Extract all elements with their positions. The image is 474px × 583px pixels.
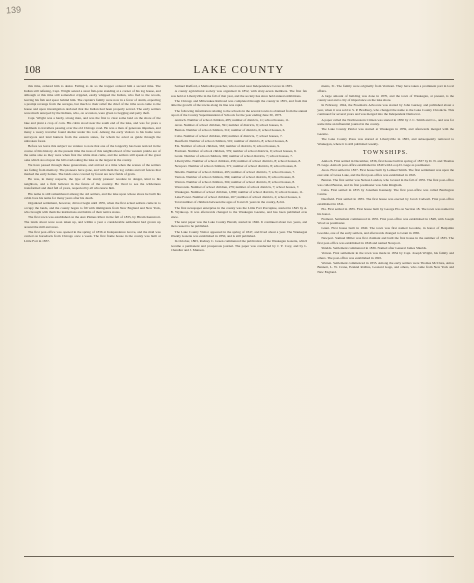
column-2: [171, 84, 308, 554]
paragraph: Shields. Number of school children, 495; number of school districts, 7; school houses, 7.: [174, 169, 296, 174]
paragraph: Cuba. First settled in 1835 by Jonathan Kennedy. The first post-office was called Barrington Centre.: [317, 187, 455, 197]
paragraph: Waukegan. Number of school children, 1,890; number of school districts, 9; school houses, 11.: [174, 190, 304, 195]
paragraph: A county agricultural society was organized in 1852, with sixty-seven members. The first fair was held at Libertyville in the fall of that year, and the society has since held annual exhibitions.: [170, 89, 308, 98]
paragraph: The Lake County Patriot was started at Waukegan in 1859, and afterwards merged with the Gazette.: [317, 127, 455, 136]
paragraph: Antioch. Number of school children, 485; number of districts, 11; school houses, 11.: [174, 118, 290, 123]
paragraph: Shields. Settlement commenced in 1836. Named after General James Shields.: [321, 245, 427, 250]
paragraph: Newport. Samuel Miller was first claimant and built the first house in the summer of 1835. The first post-office was established in 1846 and named Newport.: [317, 236, 455, 245]
paragraph: We have passed through these generations, and arrived at a time when the scenes of the settlers are fading from memory. The pioneers have gone, and with them the log cabins and rail fences that marked the early homes. The lands once covered by forest are now fields of grain.: [24, 163, 161, 177]
paragraph: Antioch. First settled in December, 1836, first house built in spring of 1837 by D. N. and Thomas H. Gage. Antioch post-office established in 1849 with Loop D. Gage as postmaster.: [317, 158, 455, 168]
paragraph: Vernon. Number of school children, 384; number of school districts, 8; school houses, 8.: [174, 174, 295, 179]
paragraph: Wauconda. Number of school children, 279; number of school districts, 7; school houses, 7.: [174, 185, 300, 190]
paragraph: Fremont. Number of school children, 379; number of school districts, 9; school houses, 9.: [174, 149, 297, 154]
paragraph: Libertyville. Number of school children, 456; number of school districts, 8; school houses, 8.: [174, 159, 302, 164]
paragraph: Benton. The first settler was Nelson Landon, who located in the fall of 1835. The first post-office was called Benton, and its first postmaster was John Ringham.: [317, 178, 455, 187]
paragraph: Ela. Number of school children, 363; number of districts, 9; school houses, 9.: [174, 143, 280, 148]
paragraph: Samuel Radford, a Methodist preacher, who located near Independence Grove in 1835.: [174, 84, 293, 88]
paragraph: The first newspaper enterprise in the county was the Little Fort Porcupine, started in 1845 by A. B. Wynkoop. It was afterwards changed to the Waukegan Gazette, and has been published ever since.: [170, 205, 308, 219]
paragraph: The Lake County Press was started at Libertyville in 1863, and subsequently removed to Waukegan, where it is still published weekly.: [317, 136, 455, 146]
page-number: 108: [24, 64, 41, 76]
paragraph: Benton. Number of school children, 312; number of districts, 6; school houses, 6.: [174, 128, 286, 133]
column-3: [317, 84, 454, 554]
paragraph: Warren. Settlement commenced in 1835. Among the early settlers were Thomas McClure, Amos Bennett, L. W. Crane, Ezekiel Rollins, Leonard Gage, and others, who came from New York and New England.: [317, 260, 455, 274]
paragraph: Warren. Number of school children, 304; number of school districts, 8; school houses, 8.: [174, 179, 295, 184]
paragraph: In October, 1863, Rodney C. Green commenced the publication of the Waukegan Gazette, which became a permanent and prosperous journal. The paper was conducted by J. Y. Cory, and by L. Chandler and J. Munson.: [170, 239, 308, 253]
paragraph: Total number of children between the ages of 6 and 21 years in the county, 8,241.: [174, 200, 286, 205]
paragraph: A paper called the Northwestern Citizen was started in 1850 by J. C. Smith and Co., and was for some time an influential journal in the county.: [317, 117, 455, 127]
paragraph: The first post-office was opened in the spring of 1836 at Independence Grove, and the mail was carried on horseback from Chicago once a week. The first frame house in the county was built at Little Fort in 1837.: [24, 229, 161, 243]
paragraph: The next paper was the Lake County Herald, started in 1846. It continued about two years, and then ceased to be published.: [170, 219, 308, 229]
paragraph: Organized settlement, however, did not begin until 1835, when the first actual settlers came in to occupy the lands, and the county began to fill with immigrants from New England and New York, who brought with them the institutions and habits of their native states.: [24, 201, 161, 215]
paragraph: Avon. Number of school children, 391; number of districts, 9; school houses, 9.: [174, 123, 283, 128]
paragraph: Grant. Number of school children, 300; number of school districts, 7; school houses, 7.: [174, 154, 293, 159]
paragraph: A large amount of building was done in 1870, and the town of Waukegan, at present, is the county seat and a city of importance on the lake shore.: [317, 93, 455, 103]
paragraph: ments, 31. The family were originally from Vermont. They have taken a prominent part in local affairs.: [317, 84, 455, 93]
paragraph: The Lake County Visitor appeared in the spring of 1847, and lived about a year. The Waukegan Weekly Gazette was established in 1850, and is still published.: [170, 229, 308, 239]
pencil-annotation: 139: [5, 4, 22, 16]
paragraph: Ela. First settled in 1835. First house built by George Ela on Section 18. The town was named in his honor.: [317, 207, 455, 216]
paragraph: He was, in many respects, the type of the sturdy pioneer: resolute in danger, kind to his neighbors, and a firm believer in the future of the country. He lived to see the wilderness transformed and died full of years, respected by all who knew him.: [24, 177, 161, 191]
paragraph: The following information relating to the schools in the several towns is obtained from the annual report of the County Superintendent of Schools for the year ending June 30, 1873.: [170, 108, 308, 118]
paragraph: His name is still remembered among the old settlers, and the lake upon whose shore he built his cabin bore his name for many years after his death.: [24, 191, 161, 201]
paragraph: Grant. First house built in 1840. The town was first named Goodale, in honor of Benjamin Goodale, one of the early settlers, and afterwards changed to Grant in 1865.: [317, 226, 455, 235]
column-1: [24, 84, 161, 554]
paragraph: Avon. First settled in 1837. First house built by Lemuel Smith. The first settlement was upon the east side of Grass Lake, and the first post-office was established in 1845.: [317, 168, 455, 177]
paragraph: Before we leave this subject we venture to note that one of the longevity has been noticed in the course of this history. At the present time the trees of this neighborhood of the western prairie are of the same size as they were when first the white man came, and the settlers still speak of the great oaks which stood upon the hill overlooking the lake as the largest in the county.: [24, 144, 161, 162]
paragraph: this time, ordered him to desist. Failing to do so the trapper ordered him a second time. The Indian still refusing, Capt. Wright seized a stout fish-pole standing at a corner of his log house, and although at this time still somewhat crippled, easily whipped the Indian, who fled to the woods, leaving his fish and spear behind him. The captain's family were now in a fever of alarm, expecting a prompt revenge from the savages, but much to their relief the chief of the tribe soon came to the house and upon investigation declared that the Indian had been properly served. The early settlers were much annoyed by the Indians, who, on occasion, were given to begging and petty theft.: [24, 84, 161, 116]
running-head: LAKE COUNTY: [193, 64, 285, 76]
paragraph: The Chicago and Milwaukee Railroad was completed through the county in 1855, and from that time the growth of the towns along its line was rapid.: [170, 98, 308, 108]
paragraph: Deerfield. Number of school children, 501; number of districts, 8; school houses, 8.: [174, 138, 289, 143]
section-heading-townships: TOWNSHIPS.: [362, 150, 409, 157]
paragraph: Capt. Wright was a hardy, strong man, and was the first to clear some land on the shore of the lake and plant a crop of corn. His cabin stood near the south end of the lake, and was for years a landmark to travellers passing over the old Chicago road. He was a man of generous impulses, and many a weary traveller found shelter under his roof. Among the early visitors to his home were surveyors and land hunters from the eastern states, for whom he acted as guide through the unbroken forest.: [24, 116, 161, 144]
paragraph: Cuba. Number of school children, 299; number of districts, 7; school houses, 7.: [174, 133, 283, 138]
page-header: [24, 64, 454, 78]
paragraph: In February, 1844, the Freeman's Advocate was started by John Gurney, and published about a year, when it was sold to S. P. Bradbury, who changed the name to the Lake County Chronicle. This continued for several years and was merged into the Independent Democrat.: [317, 103, 455, 117]
header-rule: [24, 79, 454, 80]
paragraph: Newport. Number of school children, 371; number of school districts, 8; school houses, 8.: [174, 164, 297, 169]
paragraph: The first town was established on the Aux Plaines River in the fall of 1835, by Hiram Kennicott. The lands about were soon taken up, and within a year a considerable settlement had grown up around the mill and store.: [24, 215, 161, 229]
paragraph: Fremont. Settlement commenced in 1835. First post-office was established in 1848, with Joseph Wood as postmaster.: [317, 216, 455, 226]
text-columns: [24, 84, 454, 554]
paragraph: Lake Forest. Number of school children, 267; number of school districts, 2; school houses, 2.: [174, 195, 302, 200]
paragraph: Vernon. First settlement in the town was made in 1834 by Capt. Joseph Wright, his family and others. The post-office was established in 1845.: [317, 250, 455, 260]
footer-rule: [24, 556, 454, 557]
paragraph: Deerfield. First settled in 1835. The first house was erected by Jacob Cadwell. First post-office established in 1841.: [317, 197, 455, 206]
